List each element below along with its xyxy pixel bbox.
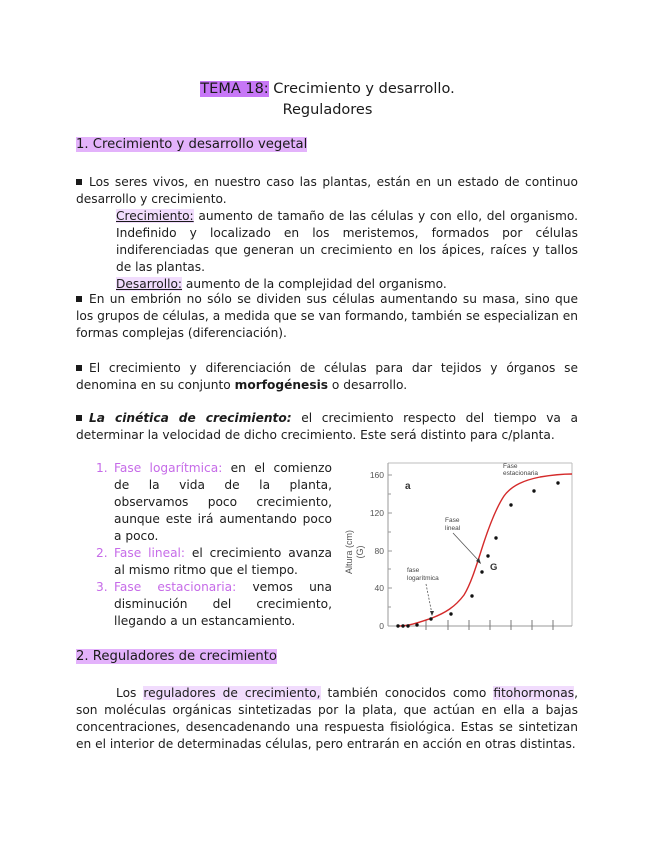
- growth-curve-svg: [340, 460, 580, 635]
- section-2-heading: [76, 648, 277, 666]
- svg-text:80: 80: [374, 546, 384, 556]
- bullet-3-text-end: o desarrollo.: [328, 378, 408, 392]
- section-1-heading: [76, 136, 307, 154]
- definition-crecimiento: [76, 208, 578, 276]
- y-tick-labels: [370, 470, 384, 631]
- term-desarrollo: Desarrollo:: [116, 277, 183, 291]
- section-2-heading-text: 2. Reguladores de crecimiento: [76, 649, 277, 664]
- annotation-fase-lineal-1: Fase: [445, 517, 460, 524]
- chart-annotations: [407, 463, 538, 582]
- y-ticks: [388, 475, 392, 626]
- bold-italic-term-cinetica: La cinética de crecimiento:: [89, 411, 292, 425]
- bullet-4-text: el crecimiento respecto del tiempo va a determinar la velocidad de dicho crecimiento. Este será distinto para c/planta.: [76, 411, 578, 442]
- highlight-fitohormonas: fitohormonas: [493, 686, 575, 700]
- phase-number: 1.: [96, 461, 108, 475]
- data-points: [396, 481, 559, 627]
- svg-text:160: 160: [369, 470, 384, 480]
- definition-desarrollo-text: aumento de la complejidad del organismo.: [182, 277, 447, 291]
- bullet-1-text: Los seres vivos, en nuestro caso las plantas, están en un estado de continuo desarrollo y crecimiento.: [76, 175, 578, 206]
- title-line2: Reguladores: [282, 102, 373, 118]
- svg-text:120: 120: [369, 508, 384, 518]
- annotation-fase-logaritmica-1: fase: [407, 567, 420, 574]
- phase-item-estacionaria: [96, 579, 332, 630]
- definition-crecimiento-text: aumento de tamaño de las células y con ello, del organismo. Indefinido y localizado en los meristemos, formados por células indiferenciadas que generan un crecimiento en los ápices, raíces y tallos de las plantas.: [116, 209, 578, 274]
- curve-label: G: [490, 562, 498, 573]
- bullet-paragraph-4: [76, 410, 578, 444]
- section-1-heading-text: 1. Crecimiento y desarrollo vegetal: [76, 137, 308, 152]
- bullet-2-text: En un embrión no sólo se dividen sus células aumentando su masa, sino que los grupos de células, a medida que se van formando, también se especializan en formas complejas (diferenciación).: [76, 292, 578, 340]
- highlight-reguladores: reguladores de crecimiento,: [143, 686, 321, 700]
- phase-text: en el comienzo de la vida de la planta, observamos poco crecimiento, aunque este irá aumentando poco a poco.: [114, 461, 332, 543]
- bullet-paragraph-3: [76, 360, 578, 394]
- section-2-paragraph: Los reguladores de crecimiento, también conocidos como fitohormonas, son moléculas orgánicas sintetizadas por la plata, que actúan en ella a bajas concentraciones, desencadenando una respuesta fisiológica. Estas se sintetizan en el interior de determinadas células, pero entrarán en acción en otras distintas.: [76, 686, 578, 751]
- x-ticks: [426, 620, 553, 630]
- growth-curve-chart: [340, 460, 580, 635]
- phase-number: 3.: [96, 580, 108, 594]
- y-axis-label: Altura (cm): [344, 529, 354, 575]
- annotation-fase-logaritmica-2: logarítmica: [407, 575, 439, 582]
- annotation-fase-estacionaria-1: Fase: [503, 463, 518, 470]
- square-bullet-icon: [76, 365, 82, 371]
- bullet-paragraph-2: [76, 291, 578, 342]
- phase-label: Fase lineal:: [114, 546, 186, 560]
- growth-curve-line: [397, 474, 572, 626]
- term-crecimiento: Crecimiento:: [116, 209, 194, 223]
- phase-label: Fase estacionaria:: [114, 580, 237, 594]
- phase-text: vemos una disminución del crecimiento, llegando a un estancamiento.: [114, 580, 332, 628]
- svg-text:0: 0: [379, 621, 384, 631]
- phase-item-logaritmica: [96, 460, 332, 545]
- bullet-paragraph-1: [76, 174, 578, 293]
- phase-number: 2.: [96, 546, 108, 560]
- square-bullet-icon: [76, 179, 82, 185]
- phase-label: Fase logarítmica:: [114, 461, 223, 475]
- square-bullet-icon: [76, 415, 82, 421]
- square-bullet-icon: [76, 296, 82, 302]
- y-axis-sublabel: (G): [355, 545, 365, 559]
- page-title: [0, 79, 655, 121]
- svg-text:40: 40: [374, 583, 384, 593]
- annotation-fase-lineal-2: lineal: [445, 525, 461, 532]
- panel-label: a: [405, 481, 411, 492]
- annotation-fase-estacionaria-2: estacionaria: [503, 470, 539, 477]
- phase-text: el crecimiento avanza al mismo ritmo que el tiempo.: [114, 546, 332, 577]
- title-line1: Crecimiento y desarrollo.: [268, 81, 455, 97]
- growth-phases-list: [96, 460, 332, 630]
- bold-term-morfogenesis: morfogénesis: [234, 378, 329, 392]
- phase-item-lineal: [96, 545, 332, 579]
- bullet-3-text: El crecimiento y diferenciación de células para dar tejidos y órganos se denomina en su conjunto: [76, 361, 578, 392]
- title-topic-highlight: TEMA 18:: [200, 81, 269, 97]
